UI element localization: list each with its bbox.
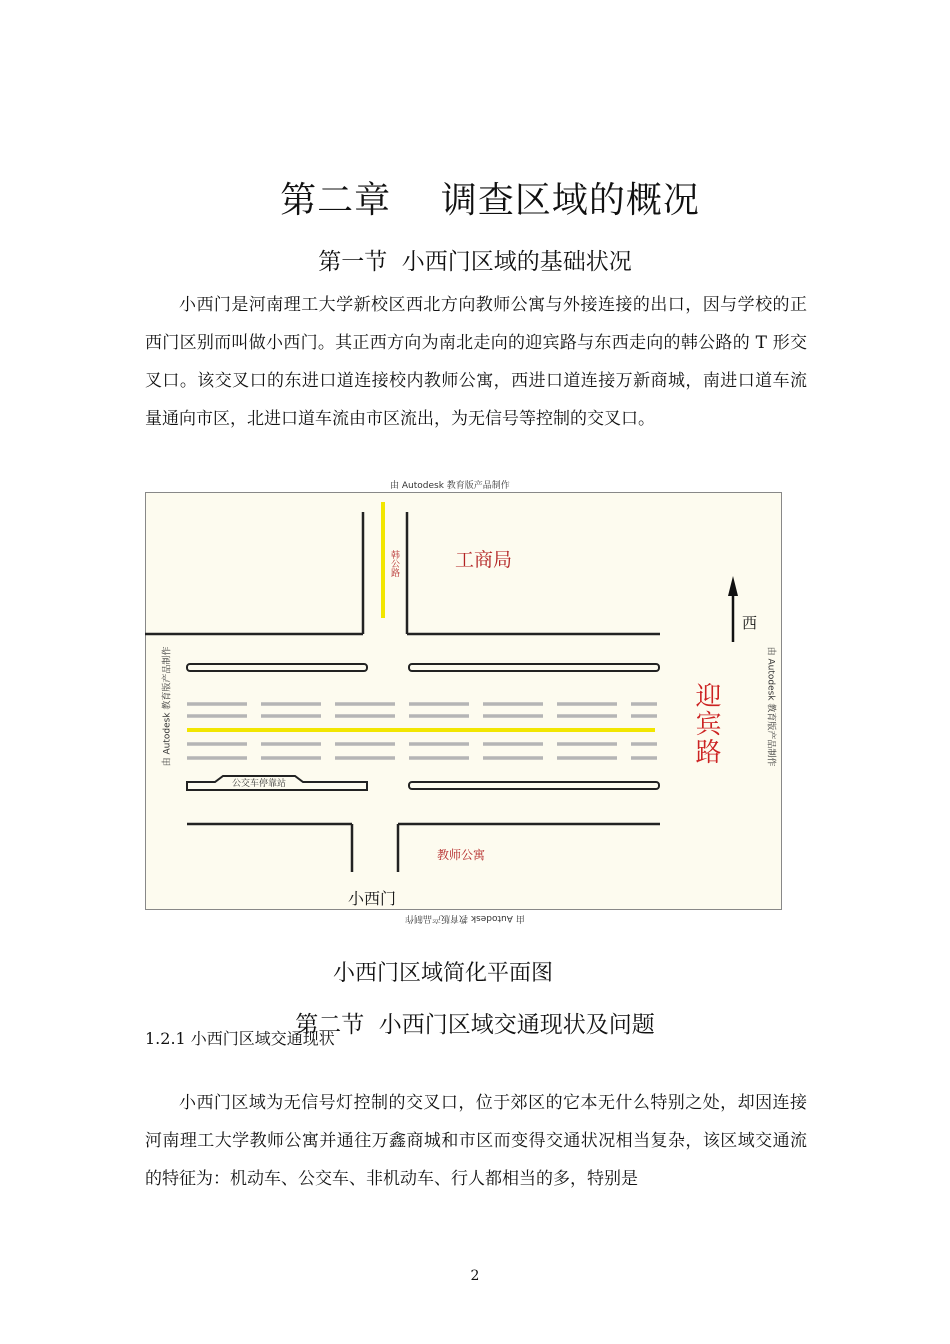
median-upper-right [409, 664, 659, 671]
watermark-top: 由 Autodesk 教育版产品制作 [390, 481, 510, 491]
label-road-vertical: 韩公路 [389, 550, 399, 577]
median-lower-right [409, 782, 659, 789]
label-xiaoximen: 小西门 [348, 889, 397, 908]
label-west: 西 [742, 614, 758, 632]
figure-caption: 小西门区域简化平面图 [332, 961, 553, 986]
chapter-title: 第二章 调查区域的概况 [280, 180, 700, 221]
section-title-1: 第一节 小西门区域的基础状况 [318, 249, 632, 275]
watermark-left: 由 Autodesk 教育版产品制作 [162, 646, 173, 767]
subsection-title: 1.2.1 小西门区域交通现状 [145, 1029, 335, 1048]
label-bus-stop: 公交车停靠站 [232, 779, 287, 789]
label-gongshang: 工商局 [455, 549, 513, 571]
body-paragraph-1: 小西门是河南理工大学新校区西北方向教师公寓与外接连接的出口，因与学校的正西门区别而叫做小西门。其正西方向为南北走向的迎宾路与东西走向的韩公路的 T 形交叉口。该交叉口的东进口道连接校内教师公寓，西进口道连接万新商城，南进口道车流量通向市区，北进口道车流由市区流出，为无信号等控制的交叉口。 [145, 295, 807, 429]
watermark-right: 由 Autodesk 教育版产品制作 [765, 646, 776, 767]
watermark-bottom: 由 Autodesk 教育版产品制作 [405, 913, 525, 923]
section-title-2: 第二节 小西门区域交通现状及问题 [295, 1012, 655, 1038]
direction-arrow-head [728, 576, 738, 596]
label-teacher-apartment: 教师公寓 [437, 848, 486, 862]
label-yingbin-road: 迎宾路 [691, 682, 721, 766]
page-number: 2 [470, 1268, 480, 1284]
median-upper-left [187, 664, 367, 671]
body-paragraph-2: 小西门区域为无信号灯控制的交叉口，位于郊区的它本无什么特别之处，却因连接河南理工大学教师公寓并通往万鑫商城和市区而变得交通状况相当复杂，该区域交通流的特征为：机动车、公交车、非机动车、行人都相当的多，特别是 [145, 1093, 807, 1189]
